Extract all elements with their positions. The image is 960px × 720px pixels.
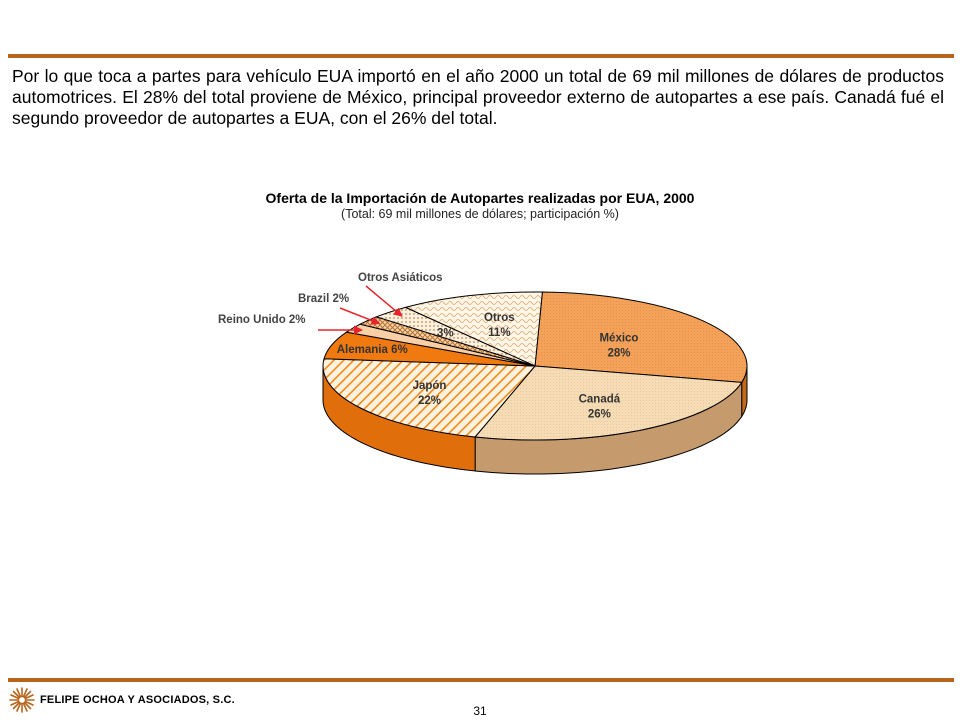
- slice-value-canadá: 26%: [587, 408, 611, 421]
- slice-value-otros: 11%: [488, 327, 511, 340]
- intro-paragraph: Por lo que toca a partes para vehículo EUA importó en el año 2000 un total de 69 mil millones de dólares de productos automotrices. El 28% del total proviene de México, principal proveedor externo de autopartes a ese país. Canadá fué el segundo proveedor de autopartes a EUA, con el 26% del total.: [12, 66, 944, 128]
- slice-name-japón: Japón: [412, 379, 447, 392]
- slice-name-otros: Otros: [484, 312, 515, 325]
- callout-arrow-otros-asiáticos: [366, 286, 402, 316]
- callout-arrow-brazil: [340, 308, 380, 324]
- slice-name-canadá: Canadá: [578, 393, 621, 406]
- chart-subtitle: (Total: 69 mil millones de dólares; participación %): [341, 207, 619, 221]
- page-number: 31: [473, 704, 487, 718]
- chart-title: Oferta de la Importación de Autopartes realizadas por EUA, 2000: [265, 190, 695, 206]
- slice-value-otros-asiaticos: 3%: [437, 327, 454, 340]
- slice-name-méxico: México: [599, 332, 639, 345]
- callout-label-brazil: Brazil 2%: [298, 293, 350, 305]
- callout-label-otros-asiáticos: Otros Asiáticos: [358, 272, 443, 284]
- slice-label-alemania: Alemania 6%: [336, 343, 408, 356]
- footer-company-name: FELIPE OCHOA Y ASOCIADOS, S.C.: [40, 694, 235, 706]
- bottom-divider: [8, 678, 954, 682]
- slice-value-méxico: 28%: [607, 347, 631, 360]
- slice-value-japón: 22%: [418, 394, 442, 407]
- callout-label-reino-unido: Reino Unido 2%: [218, 314, 306, 326]
